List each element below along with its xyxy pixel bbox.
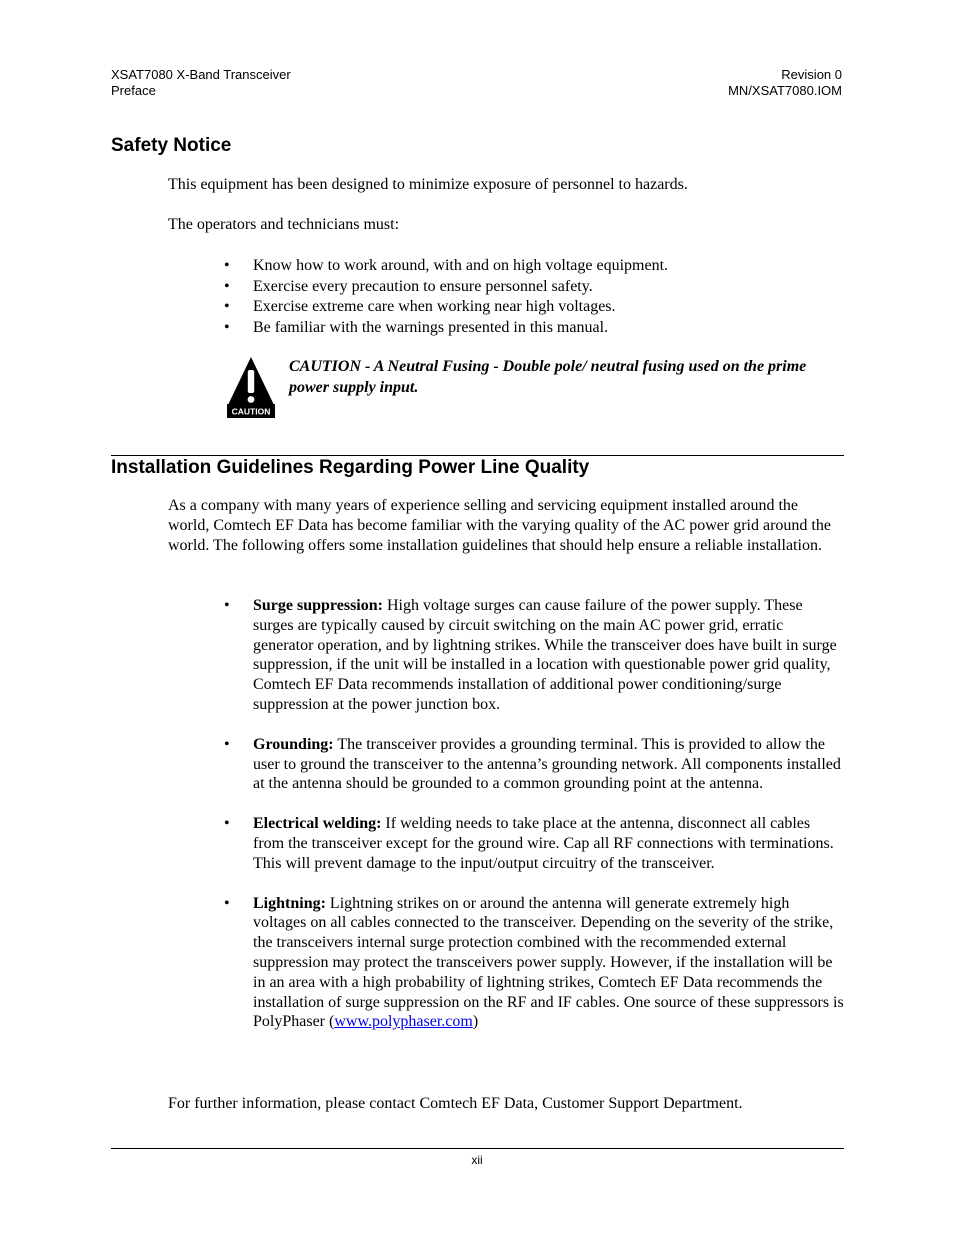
polyphaser-link[interactable]: www.polyphaser.com bbox=[334, 1013, 473, 1031]
caution-text: CAUTION - A Neutral Fusing - Double pole/ neutral fusing used on the prime power supply input. bbox=[289, 358, 807, 396]
installation-guidelines-list bbox=[168, 596, 844, 1032]
caution-icon-label: CAUTION bbox=[231, 406, 271, 417]
list-item-text: If welding needs to take place at the antenna, disconnect all cables from the transceiver except for the ground wire. Cap all RF connections with terminations. This will prevent damage to the input/output circuitry of the transceiver. bbox=[253, 815, 834, 872]
bullet-icon: • bbox=[224, 735, 230, 753]
list-item-text-end: ) bbox=[472, 1013, 479, 1031]
bullet-icon: • bbox=[224, 298, 230, 316]
list-item bbox=[168, 256, 844, 276]
installation-intro-paragraph: As a company with many years of experience selling and servicing equipment installed around the world, Comtech EF Data has become familiar with the varying quality of the AC power grid around the world. The following offers some installation guidelines that should help ensure a reliable installation. bbox=[168, 497, 831, 554]
closing-paragraph: For further information, please contact Comtech EF Data, Customer Support Department. bbox=[168, 1095, 743, 1112]
list-item bbox=[168, 735, 844, 794]
list-item-text: Lightning strikes on or around the antenna will generate extremely high voltages on all cables connected to the transceiver. Depending on the severity of the strike, the transceivers internal surge protection combined with the recommended external suppression may protect the transceivers power supply. However, if the installation will be in an area with a high probability of lightning strikes, Comtech EF Data recommends the installation of surge suppression on the RF and IF cables. One source of these suppressors is PolyPhaser ( bbox=[253, 894, 844, 1031]
list-item-term: Lightning: bbox=[253, 894, 326, 912]
document-title: XSAT7080 X-Band Transceiver bbox=[111, 67, 291, 82]
safety-bullet-list bbox=[168, 256, 844, 338]
list-item bbox=[168, 318, 844, 338]
caution-warning-icon bbox=[226, 356, 276, 418]
safety-intro-paragraph: This equipment has been designed to minimize exposure of personnel to hazards. bbox=[168, 176, 688, 193]
chapter-name: Preface bbox=[111, 83, 156, 98]
list-item-text: The transceiver provides a grounding terminal. This is provided to allow the user to ground the transceiver to the antenna’s grounding network. All components installed at the antenna should be grounded to a common grounding point at the antenna. bbox=[253, 735, 841, 793]
list-item-text: Exercise extreme care when working near high voltages. bbox=[253, 298, 616, 316]
revision-label: Revision 0 bbox=[781, 67, 842, 82]
bullet-icon: • bbox=[224, 257, 230, 274]
list-item-term: Grounding: bbox=[253, 735, 334, 753]
list-item-text: Know how to work around, with and on high voltage equipment. bbox=[253, 257, 669, 274]
running-header-left bbox=[111, 67, 291, 99]
caution-triangle-icon bbox=[226, 356, 276, 418]
list-item bbox=[168, 814, 844, 873]
section-divider bbox=[111, 455, 844, 456]
document-number: MN/XSAT7080.IOM bbox=[728, 83, 842, 98]
list-item-text: High voltage surges can cause failure of the power supply. These surges are typically caused by circuit switching on the main AC power grid, erratic generator operation, and by lightning strikes. While the transceiver does have built in surge suppression, if the unit will be installed in a location with questionable power grid quality, Comtech EF Data recommends installation of additional power conditioning/surge suppression at the power junction box. bbox=[253, 597, 837, 713]
running-header-right bbox=[728, 67, 842, 99]
installation-guidelines-heading: Installation Guidelines Regarding Power Line Quality bbox=[111, 457, 590, 478]
page-number: xii bbox=[471, 1153, 483, 1167]
list-item-term: Electrical welding: bbox=[253, 815, 382, 833]
list-item bbox=[168, 297, 844, 317]
list-item bbox=[168, 596, 844, 715]
list-item-text: Exercise every precaution to ensure personnel safety. bbox=[253, 277, 593, 295]
footer-divider bbox=[111, 1148, 844, 1149]
safety-lead-paragraph: The operators and technicians must: bbox=[168, 216, 400, 233]
safety-notice-heading: Safety Notice bbox=[111, 135, 232, 156]
list-item-text: Be familiar with the warnings presented in this manual. bbox=[253, 319, 609, 337]
bullet-icon: • bbox=[224, 319, 230, 337]
list-item-term: Surge suppression: bbox=[253, 597, 383, 614]
list-item bbox=[168, 277, 844, 297]
bullet-icon: • bbox=[224, 597, 230, 614]
bullet-icon: • bbox=[224, 815, 230, 833]
bullet-icon: • bbox=[224, 277, 230, 295]
list-item bbox=[168, 894, 844, 1033]
bullet-icon: • bbox=[224, 894, 230, 912]
